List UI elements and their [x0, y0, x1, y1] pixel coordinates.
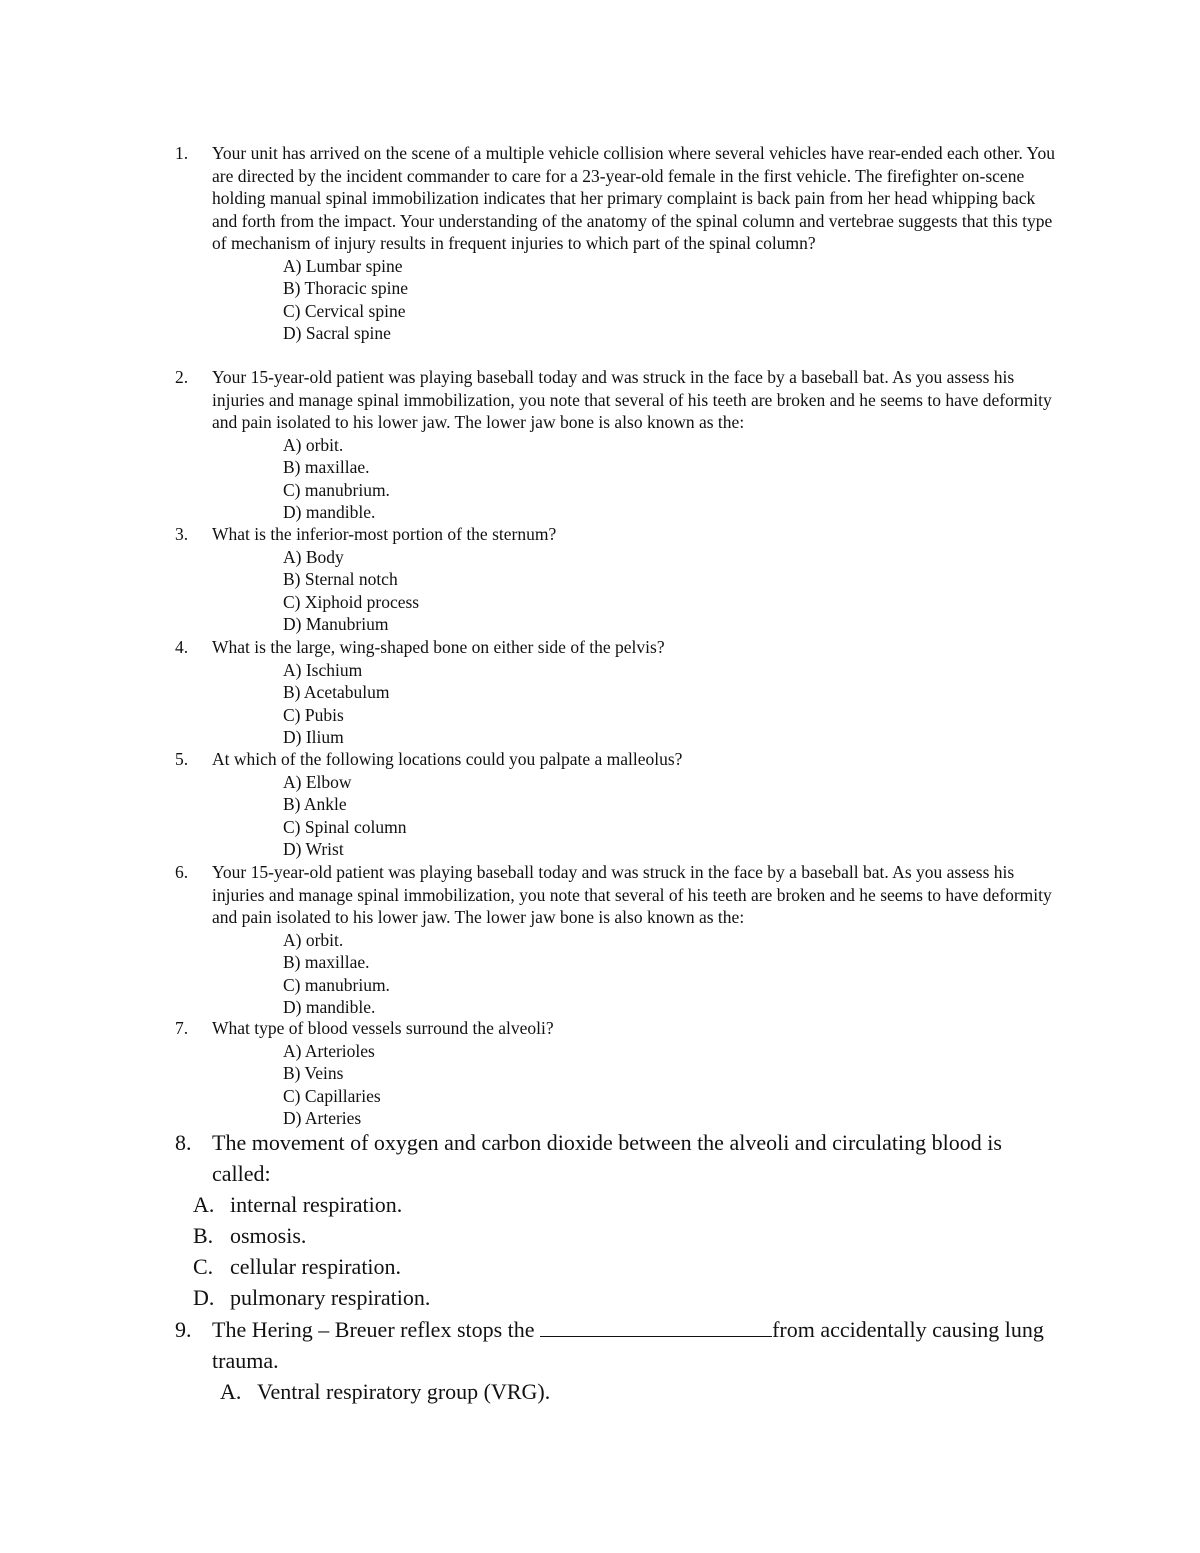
- option-letter: B.: [193, 1223, 214, 1248]
- option-letter: D.: [193, 1285, 215, 1310]
- question-4: [175, 636, 1075, 749]
- answer-option: B) Acetabulum: [283, 682, 390, 702]
- question-stem: At which of the following locations could you palpate a malleolus?: [212, 749, 683, 769]
- option-letter: C.: [193, 1254, 214, 1279]
- question-1: [175, 142, 1075, 345]
- question-stem: Your 15-year-old patient was playing baseball today and was struck in the face by a baseball bat. As you assess his injuries and manage spinal immobilization, you note that several of his teeth are broken and he seems to have deformity and pain isolated to his lower jaw. The lower jaw bone is also known as the:: [212, 367, 1052, 432]
- option-text: cellular respiration.: [230, 1254, 402, 1279]
- stem-text-after-blank: from accidentally causing lung trauma.: [212, 1317, 1044, 1373]
- question-number: 2.: [175, 367, 189, 387]
- question-9: [175, 1314, 1075, 1407]
- question-number: 4.: [175, 637, 189, 657]
- fill-in-blank: [540, 1316, 772, 1337]
- answer-option: [193, 1251, 1075, 1282]
- question-number: 9.: [175, 1317, 192, 1342]
- answer-option: A) Lumbar spine: [283, 255, 403, 276]
- answer-option: C) manubrium.: [283, 479, 390, 500]
- question-6: [175, 861, 1075, 1019]
- answer-option: B) Veins: [283, 1063, 344, 1083]
- option-letter: A.: [220, 1379, 242, 1404]
- answer-option: A) Elbow: [283, 771, 352, 792]
- answer-option: B) Thoracic spine: [283, 278, 409, 298]
- option-letter: A.: [193, 1192, 215, 1217]
- answer-option: D) mandible.: [283, 502, 376, 522]
- answer-option: C) Pubis: [283, 704, 344, 725]
- answer-option: A) orbit.: [283, 434, 344, 455]
- answer-option: B) Ankle: [283, 794, 347, 814]
- question-2: [175, 366, 1075, 524]
- question-number: 3.: [175, 524, 189, 544]
- question-stem: What is the inferior-most portion of the sternum?: [212, 524, 557, 544]
- question-stem: Your unit has arrived on the scene of a multiple vehicle collision where several vehicles have rear-ended each other. You are directed by the incident commander to care for a 23-year-old female in the first vehicle. The firefighter on-scene holding manual spinal immobilization indicates that her primary complaint is back pain from her head whipping back and forth from the impact. Your understanding of the anatomy of the spinal column and vertebrae suggests that this type of mechanism of injury results in frequent injuries to which part of the spinal column?: [212, 143, 1055, 253]
- answer-option: C) Capillaries: [283, 1085, 381, 1106]
- answer-option: D) Manubrium: [283, 614, 389, 634]
- option-text: Ventral respiratory group (VRG).: [257, 1379, 551, 1404]
- answer-option: A) orbit.: [283, 929, 344, 950]
- answer-option: B) maxillae.: [283, 457, 370, 477]
- answer-option: C) Spinal column: [283, 816, 407, 837]
- answer-option: D) mandible.: [283, 997, 376, 1017]
- question-number: 6.: [175, 862, 189, 882]
- answer-option: D) Ilium: [283, 727, 344, 747]
- answer-option: [193, 1282, 1075, 1313]
- stem-text-before-blank: The Hering – Breuer reflex stops the: [212, 1317, 541, 1342]
- question-stem: [212, 1314, 1062, 1376]
- question-8: [175, 1127, 1075, 1313]
- answer-option: A) Body: [283, 546, 344, 567]
- question-number: 7.: [175, 1018, 189, 1038]
- question-stem: Your 15-year-old patient was playing baseball today and was struck in the face by a baseball bat. As you assess his injuries and manage spinal immobilization, you note that several of his teeth are broken and he seems to have deformity and pain isolated to his lower jaw. The lower jaw bone is also known as the:: [212, 862, 1052, 927]
- question-stem: The movement of oxygen and carbon dioxide between the alveoli and circulating blood is called:: [212, 1130, 1002, 1186]
- question-5: [175, 748, 1075, 861]
- answer-option: [220, 1376, 1075, 1407]
- answer-option: A) Arterioles: [283, 1040, 375, 1061]
- option-text: osmosis.: [230, 1223, 307, 1248]
- option-text: internal respiration.: [230, 1192, 403, 1217]
- question-number: 1.: [175, 143, 189, 163]
- answer-option: [193, 1189, 1075, 1220]
- question-7: [175, 1017, 1075, 1130]
- question-number: 8.: [175, 1130, 192, 1155]
- answer-option: C) manubrium.: [283, 974, 390, 995]
- question-number: 5.: [175, 749, 189, 769]
- answer-option: [193, 1220, 1075, 1251]
- answer-option: C) Xiphoid process: [283, 591, 420, 612]
- question-stem: What is the large, wing-shaped bone on either side of the pelvis?: [212, 637, 665, 657]
- answer-option: D) Sacral spine: [283, 323, 391, 343]
- answer-option: B) Sternal notch: [283, 569, 398, 589]
- answer-option: D) Arteries: [283, 1108, 362, 1128]
- question-3: [175, 523, 1075, 636]
- answer-option: D) Wrist: [283, 839, 344, 859]
- option-text: pulmonary respiration.: [230, 1285, 431, 1310]
- answer-option: C) Cervical spine: [283, 300, 406, 321]
- question-stem: What type of blood vessels surround the alveoli?: [212, 1018, 554, 1038]
- answer-option: B) maxillae.: [283, 952, 370, 972]
- answer-option: A) Ischium: [283, 659, 363, 680]
